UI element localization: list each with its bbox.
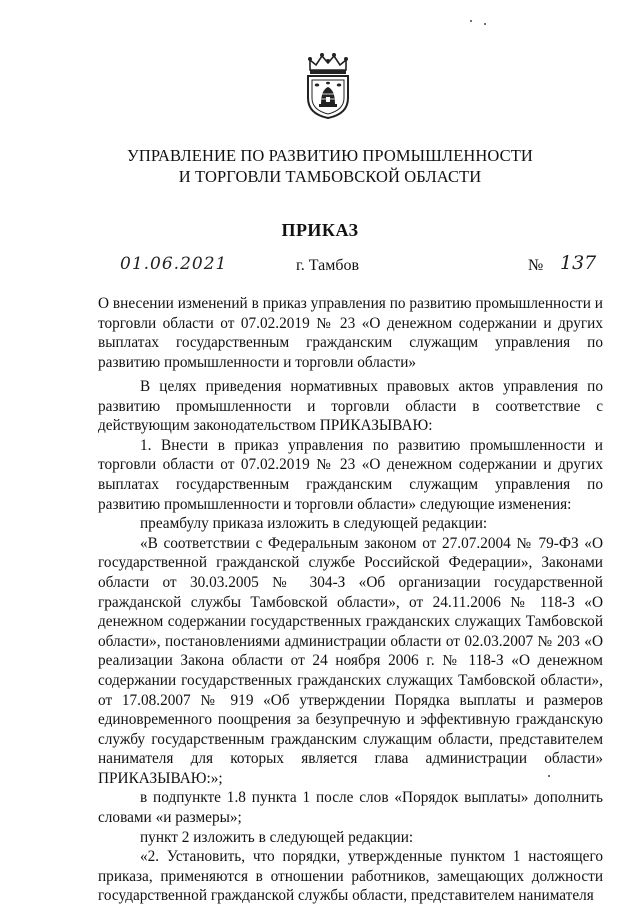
- scan-speck: [470, 20, 472, 22]
- paragraph-subitem-1-8: в подпункте 1.8 пункта 1 после слов «Порядок выплаты» дополнить словами «и размеры»;: [98, 789, 603, 827]
- paragraph-preamble: В целях приведения нормативных правовых актов управления по развитию промышленности и торговли области в соответствие с действующим законодательством ПРИКАЗЫВАЮ:: [98, 378, 603, 435]
- coat-of-arms-icon: [302, 50, 354, 120]
- meta-row: [0, 254, 640, 280]
- paragraph-item-1: 1. Внести в приказ управления по развитию промышленности и торговли области от 07.02.2019 № 23 «О денежном содержании и других выплатах государственным гражданским служащим управления по развитию промышленности и торговли области» следующие изменения:: [98, 436, 603, 513]
- paragraph-preamble-intro: преамбулу приказа изложить в следующей редакции:: [140, 515, 488, 533]
- handwritten-number: 137: [560, 252, 597, 274]
- scan-speck: [484, 23, 486, 25]
- paragraph-preamble-text: «В соответствии с Федеральным законом от 27.07.2004 № 79-ФЗ «О государственной гражданской службе Российской Федерации», Законами области от 30.03.2005 № 304-З «Об организации государственной гражданской службы Тамбовской области», от 24.11.2006 № 118-З «О денежном содержании государственных гражданских служащих Тамбовской области», постановлениями администрации области от 02.03.2007 № 203 «О реализации Закона области от 24 ноября 2006 г. № 118-З «О денежном содержании государственных гражданских служащих Тамбовской области», от 17.08.2007 № 919 «Об утверждении Порядка выплаты и размеров единовременного поощрения за безупречную и эффективную гражданскую службу государственным гражданским служащим области, представителем нанимателя для которых является глава администрации области» ПРИКАЗЫВАЮ:»;: [98, 534, 603, 787]
- org-line-2: И ТОРГОВЛИ ТАМБОВСКОЙ ОБЛАСТИ: [178, 167, 482, 186]
- document-title: ПРИКАЗ: [281, 220, 359, 240]
- organization-name: [60, 145, 600, 187]
- handwritten-date: 01.06.2021: [120, 254, 228, 274]
- number-label: №: [528, 257, 544, 274]
- paragraph-item-2-intro: пункт 2 изложить в следующей редакции:: [140, 828, 414, 846]
- document-subject: О внесении изменений в приказ управления по развитию промышленности и торговли области от 07.02.2019 № 23 «О денежном содержании и других выплатах государственным гражданским служащим управления по развитию промышленности и торговли области»: [98, 295, 603, 371]
- document-body: [98, 377, 603, 906]
- scan-speck: [548, 775, 550, 777]
- org-line-1: УПРАВЛЕНИЕ ПО РАЗВИТИЮ ПРОМЫШЛЕННОСТИ: [127, 146, 533, 165]
- paragraph-item-2-text: «2. Установить, что порядки, утвержденные пунктом 1 настоящего приказа, применяются в отношении работников, замещающих должности государственной гражданской службы области, представителем нанимателя: [98, 848, 603, 905]
- city-label: г. Тамбов: [296, 257, 360, 274]
